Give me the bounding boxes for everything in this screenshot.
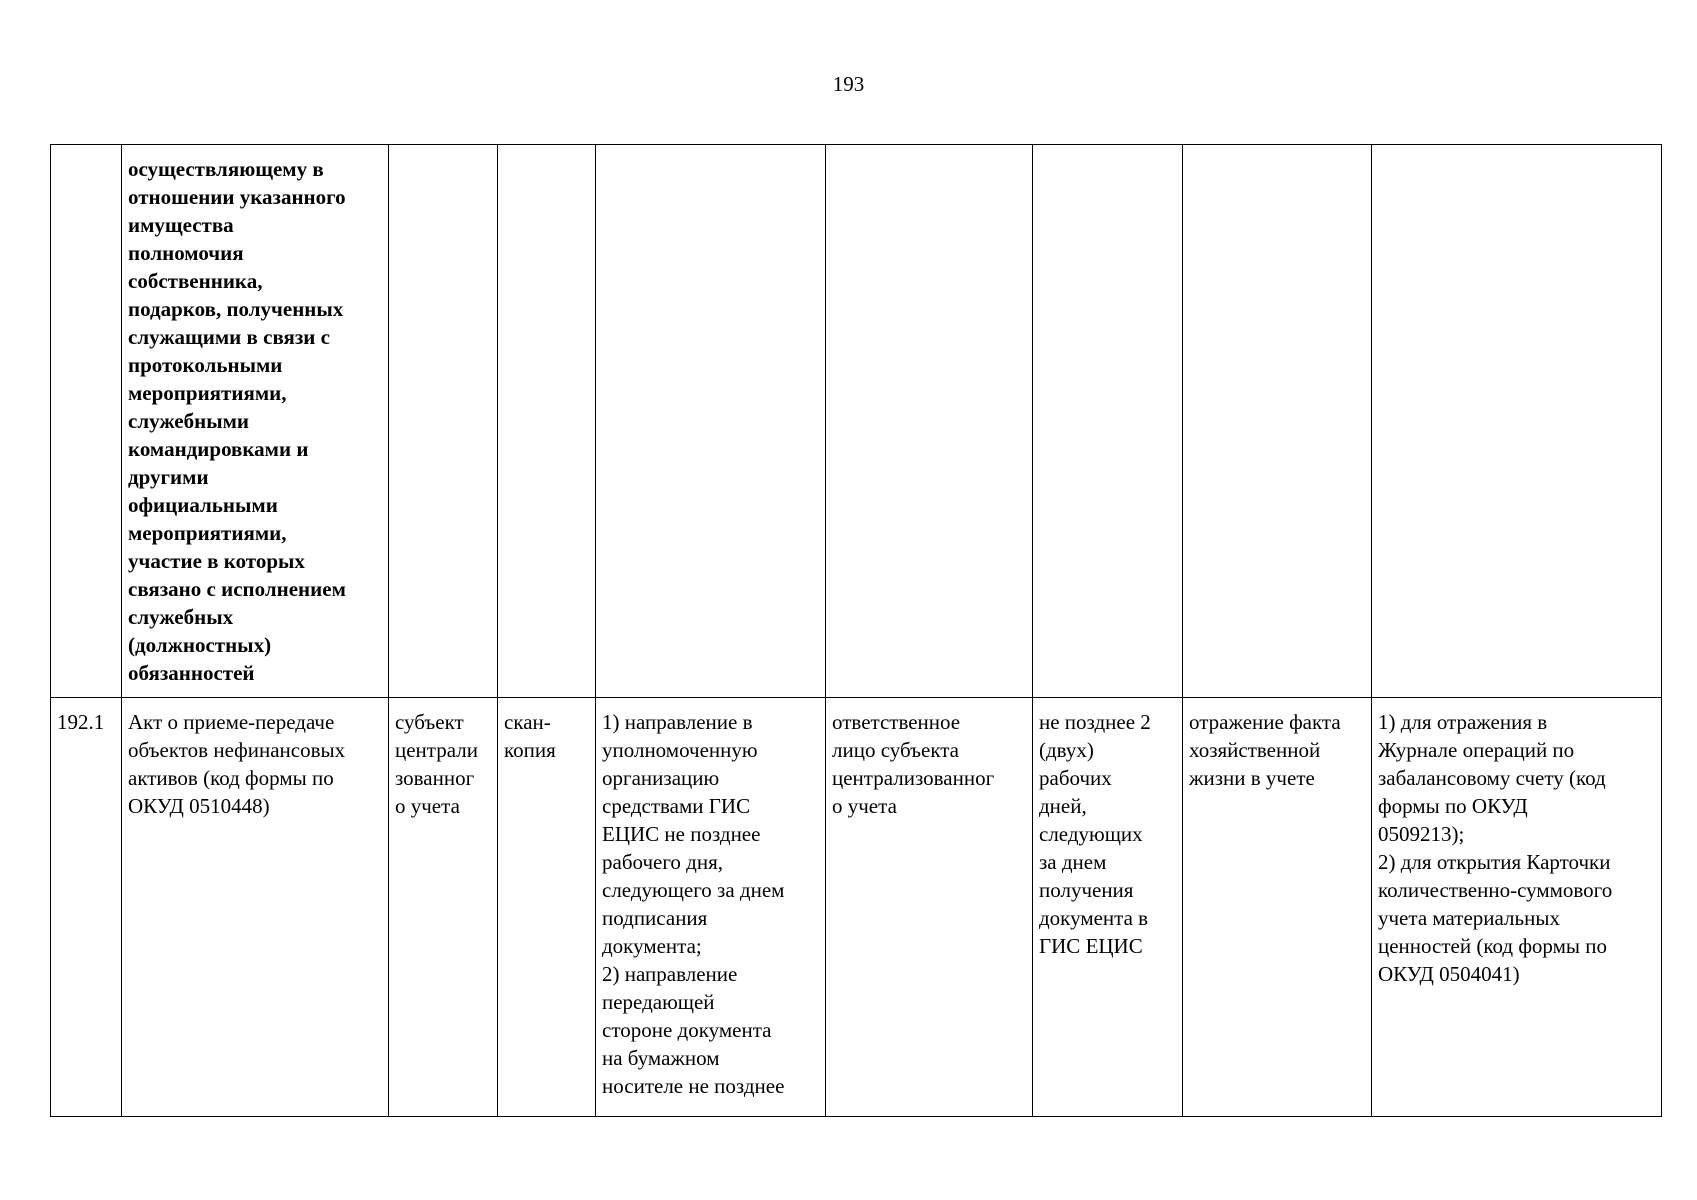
cell-text-line: ценностей (код формы по	[1378, 934, 1608, 958]
cell-delivery	[596, 145, 826, 698]
cell-text-line: отношении указанного	[128, 185, 346, 209]
cell-delivery	[596, 698, 826, 1117]
cell-text-line: отражение факта	[1189, 710, 1341, 734]
cell-text-line: официальными	[128, 493, 278, 517]
cell-text-line: рабочего дня,	[602, 850, 724, 874]
cell-text-line: о учета	[395, 794, 460, 818]
cell-text-line: субъект	[395, 710, 464, 734]
cell-text-line: хозяйственной	[1189, 738, 1321, 762]
cell-text-line: 2) для открытия Карточки	[1378, 850, 1611, 874]
cell-text-line: рабочих	[1039, 766, 1112, 790]
cell-text-line: ГИС ЕЦИС	[1039, 934, 1143, 958]
cell-text-line: организацию	[602, 766, 720, 790]
cell-text-line: протокольными	[128, 353, 283, 377]
table-row	[51, 698, 1662, 1117]
cell-text-line: стороне документа	[602, 1018, 772, 1042]
cell-text-line: 2) направление	[602, 962, 738, 986]
cell-text-line: 0509213);	[1378, 822, 1465, 846]
cell-usage	[1372, 698, 1662, 1117]
cell-text-line: следующих	[1039, 822, 1143, 846]
cell-text-line: централи	[395, 738, 478, 762]
cell-text-line: ОКУД 0510448)	[128, 794, 270, 818]
cell-text-line: ЕЦИС не позднее	[602, 822, 761, 846]
cell-text-line: копия	[504, 738, 556, 762]
cell-text-line: участие в которых	[128, 549, 305, 573]
cell-text-line: зованног	[395, 766, 475, 790]
cell-text-line: имущества	[128, 213, 234, 237]
cell-text-line: получения	[1039, 878, 1134, 902]
cell-text-line: не позднее 2	[1039, 710, 1151, 734]
cell-text-line: документа;	[602, 934, 702, 958]
table-row	[51, 145, 1662, 698]
cell-text-line: количественно-суммового	[1378, 878, 1613, 902]
cell-text-line: документа в	[1039, 906, 1149, 930]
cell-deadline	[1033, 698, 1183, 1117]
cell-text-line: учета материальных	[1378, 906, 1560, 930]
cell-text-line: полномочия	[128, 241, 244, 265]
cell-text-line: скан-	[504, 710, 551, 734]
cell-text-line: передающей	[602, 990, 715, 1014]
cell-text-line: подарков, полученных	[128, 297, 344, 321]
cell-text-line: уполномоченную	[602, 738, 758, 762]
cell-text-line: лицо субъекта	[832, 738, 959, 762]
cell-text-line: средствами ГИС	[602, 794, 751, 818]
cell-number	[51, 145, 122, 698]
cell-text-line: служебными	[128, 409, 249, 433]
cell-format	[498, 145, 596, 698]
cell-text-line: командировками и	[128, 437, 309, 461]
document-table	[50, 144, 1662, 1117]
cell-text-line: забалансовому счету (код	[1378, 766, 1606, 790]
cell-text-line: собственника,	[128, 269, 263, 293]
cell-text-line: следующего за днем	[602, 878, 785, 902]
cell-deadline	[1033, 145, 1183, 698]
cell-name	[122, 698, 389, 1117]
cell-text-line: обязанностей	[128, 661, 255, 685]
cell-text-line: о учета	[832, 794, 897, 818]
cell-responsible	[826, 698, 1033, 1117]
cell-responsible	[826, 145, 1033, 698]
page-number: 193	[832, 72, 865, 96]
cell-text-line: мероприятиями,	[128, 521, 287, 545]
cell-name	[122, 145, 389, 698]
cell-text-line: Журнале операций по	[1378, 738, 1575, 762]
cell-text-line: активов (код формы по	[128, 766, 334, 790]
cell-text-line: подписания	[602, 906, 708, 930]
cell-text-line: 1) направление в	[602, 710, 753, 734]
cell-text-line: связано с исполнением	[128, 577, 346, 601]
cell-text-line: жизни в учете	[1189, 766, 1315, 790]
cell-text-line: объектов нефинансовых	[128, 738, 346, 762]
cell-text-line: (должностных)	[128, 633, 272, 657]
cell-text-line: служебных	[128, 605, 234, 629]
cell-subject	[389, 698, 498, 1117]
cell-text-line: на бумажном	[602, 1046, 720, 1070]
cell-text-line: служащими в связи с	[128, 325, 330, 349]
cell-text-line: за днем	[1039, 850, 1107, 874]
cell-text-line: осуществляющему в	[128, 157, 324, 181]
cell-text-line: дней,	[1039, 794, 1087, 818]
cell-subject	[389, 145, 498, 698]
cell-text-line: мероприятиями,	[128, 381, 287, 405]
cell-text-line: ответственное	[832, 710, 961, 734]
cell-text-line: (двух)	[1039, 738, 1094, 762]
cell-text-line: другими	[128, 465, 209, 489]
cell-purpose	[1183, 145, 1372, 698]
cell-text-line: формы по ОКУД	[1378, 794, 1528, 818]
cell-text-line: Акт о приеме-передаче	[128, 710, 335, 734]
cell-text-line: централизованног	[832, 766, 995, 790]
cell-purpose	[1183, 698, 1372, 1117]
cell-text-line: 1) для отражения в	[1378, 710, 1548, 734]
cell-usage	[1372, 145, 1662, 698]
cell-number: 192.1	[51, 698, 122, 1117]
cell-text-line: ОКУД 0504041)	[1378, 962, 1520, 986]
cell-text-line: носителе не позднее	[602, 1074, 785, 1098]
cell-format	[498, 698, 596, 1117]
